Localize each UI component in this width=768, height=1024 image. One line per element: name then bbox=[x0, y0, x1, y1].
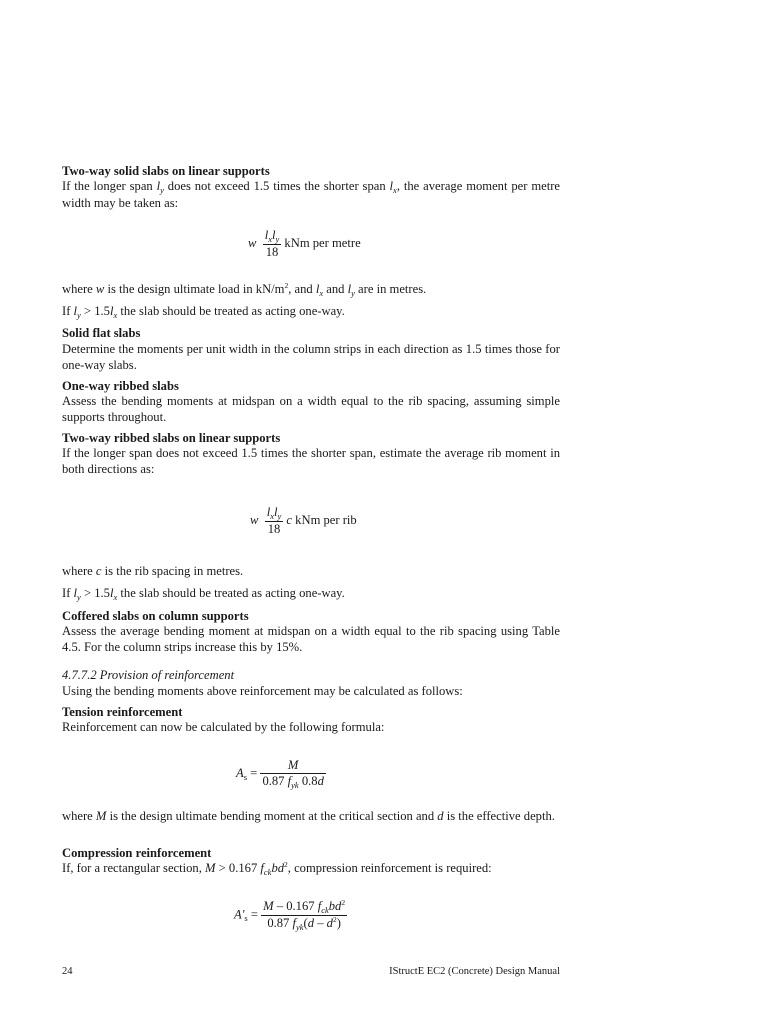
heading-coffered-slabs: Coffered slabs on column supports bbox=[62, 609, 249, 623]
equation-compression-area: $A'_s$ = $\frac{M - 0.167 f_{ck}bd^2}{0.87 f_{yk}(d - d^2)}$ bbox=[234, 898, 346, 932]
heading-one-way-ribbed-slabs: One-way ribbed slabs bbox=[62, 379, 179, 393]
paragraph-two-way-solid-if: If $l_y > 1.5l_x$ the slab should be treated as acting one-way. bbox=[62, 304, 345, 320]
paragraph-provision-of-reinforcement: Using the bending moments above reinforcement may be calculated as follows: bbox=[62, 684, 463, 698]
paragraph-two-way-solid-where: where w is the design ultimate load in $kN/m^2$, and $l_x$ and $l_y$ are in metres. bbox=[62, 281, 427, 298]
document-page bbox=[62, 0, 560, 1024]
paragraph-two-way-solid-intro: If the longer span $l_y$ does not exceed 1.5 times the shorter span $l_x$, the average moment per metre width may be taken as: bbox=[62, 179, 561, 210]
paragraph-one-way-ribbed-slabs: Assess the bending moments at midspan on a width equal to the rib spacing, assuming simple supports throughout. bbox=[62, 394, 560, 424]
paragraph-tension-reinforcement: Reinforcement can now be calculated by the following formula: bbox=[62, 720, 385, 734]
footer-page-number: 24 bbox=[62, 966, 73, 977]
equation-tension-area: $A_s$ = $\frac{M}{0.87 f_{yk} 0.8d}$ bbox=[236, 758, 324, 790]
heading-tension-reinforcement: Tension reinforcement bbox=[62, 705, 183, 719]
heading-two-way-solid-slabs: Two-way solid slabs on linear supports bbox=[62, 164, 270, 178]
paragraph-two-way-ribbed-intro: If the longer span does not exceed 1.5 times the shorter span, estimate the average rib moment in both directions as: bbox=[62, 446, 560, 476]
heading-compression-reinforcement: Compression reinforcement bbox=[62, 846, 212, 860]
paragraph-two-way-ribbed-if: If $l_y > 1.5l_x$ the slab should be treated as acting one-way. bbox=[62, 586, 345, 602]
heading-solid-flat-slabs: Solid flat slabs bbox=[62, 326, 141, 340]
equation-rib-moment: w $\frac{l_xl_y}{18}$ c kNm per rib bbox=[250, 505, 357, 536]
paragraph-coffered-slabs: Assess the average bending moment at midspan on a width equal to the rib spacing using Table 4.5. For the column strips increase this by 15%. bbox=[62, 624, 560, 654]
equation-average-moment: w $\frac{l_xl_y}{18}$ kNm per metre bbox=[248, 228, 361, 259]
paragraph-two-way-ribbed-where: where c is the rib spacing in metres. bbox=[62, 564, 244, 578]
paragraph-compression-reinforcement: If, for a rectangular section, M > 0.167 $f_{ck}bd^2$, compression reinforcement is required: bbox=[62, 860, 492, 877]
paragraph-tension-where: where M is the design ultimate bending moment at the critical section and d is the effective depth. bbox=[62, 809, 555, 823]
paragraph-solid-flat-slabs: Determine the moments per unit width in the column strips in each direction as 1.5 times those for one-way slabs. bbox=[62, 342, 560, 372]
heading-two-way-ribbed-slabs: Two-way ribbed slabs on linear supports bbox=[62, 431, 281, 445]
section-heading-provision-of-reinforcement: 4.7.7.2 Provision of reinforcement bbox=[62, 668, 235, 682]
footer-manual-title: IStructE EC2 (Concrete) Design Manual bbox=[389, 966, 560, 977]
